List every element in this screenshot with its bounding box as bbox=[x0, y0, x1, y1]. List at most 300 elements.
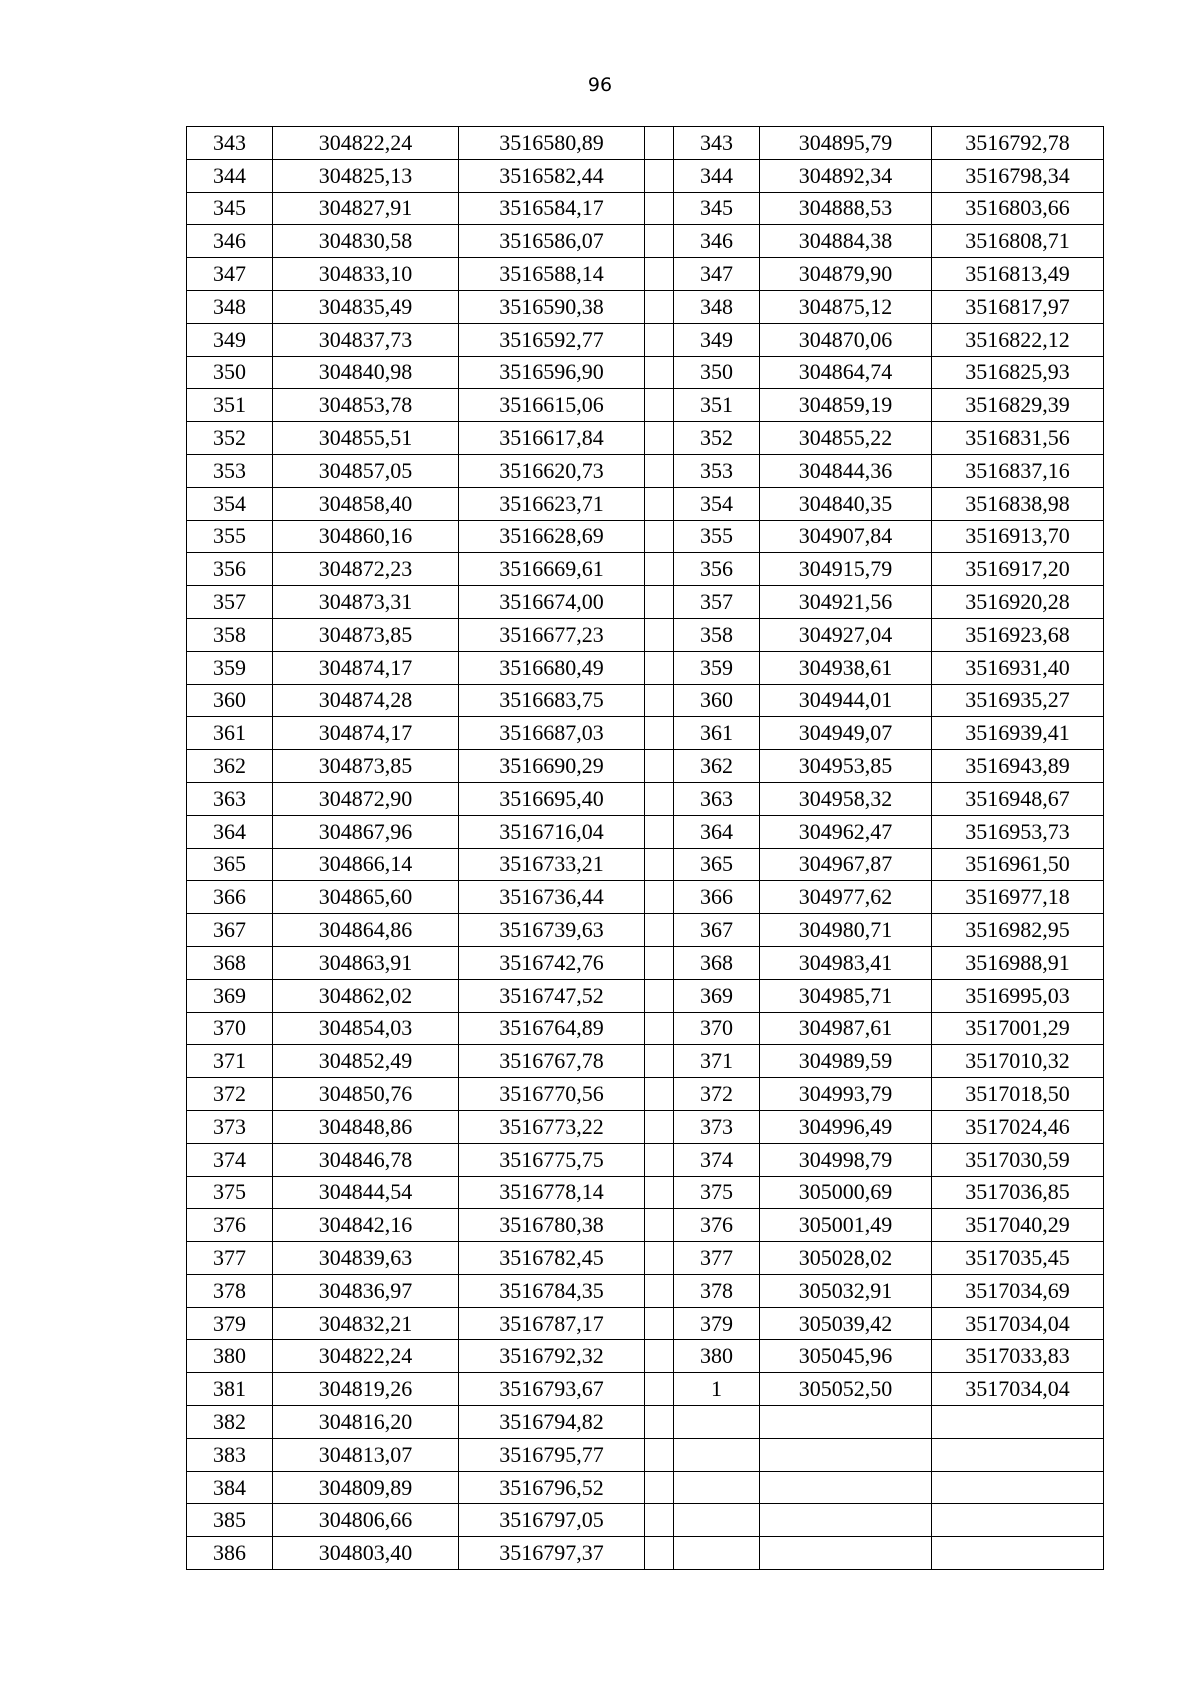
right-y-coordinate-cell: 3516931,40 bbox=[932, 651, 1104, 684]
left-y-coordinate-cell: 3516784,35 bbox=[459, 1274, 645, 1307]
right-point-number-cell bbox=[674, 1504, 760, 1537]
table-row bbox=[187, 586, 1104, 619]
right-point-number-cell: 372 bbox=[674, 1078, 760, 1111]
left-point-number-cell: 386 bbox=[187, 1537, 273, 1570]
right-y-coordinate-cell: 3516817,97 bbox=[932, 290, 1104, 323]
left-y-coordinate-cell: 3516623,71 bbox=[459, 487, 645, 520]
table-row bbox=[187, 225, 1104, 258]
left-point-number-cell: 382 bbox=[187, 1406, 273, 1439]
left-x-coordinate-cell: 304860,16 bbox=[273, 520, 459, 553]
separator-cell bbox=[645, 1242, 674, 1275]
left-point-number-cell: 366 bbox=[187, 881, 273, 914]
right-x-coordinate-cell: 304996,49 bbox=[760, 1110, 932, 1143]
table-row bbox=[187, 422, 1104, 455]
right-point-number-cell: 362 bbox=[674, 750, 760, 783]
right-y-coordinate-cell bbox=[932, 1504, 1104, 1537]
right-x-coordinate-cell: 305052,50 bbox=[760, 1373, 932, 1406]
separator-cell bbox=[645, 684, 674, 717]
right-point-number-cell: 350 bbox=[674, 356, 760, 389]
right-y-coordinate-cell: 3516939,41 bbox=[932, 717, 1104, 750]
left-point-number-cell: 351 bbox=[187, 389, 273, 422]
left-x-coordinate-cell: 304867,96 bbox=[273, 815, 459, 848]
left-x-coordinate-cell: 304830,58 bbox=[273, 225, 459, 258]
separator-cell bbox=[645, 1471, 674, 1504]
left-y-coordinate-cell: 3516792,32 bbox=[459, 1340, 645, 1373]
left-point-number-cell: 345 bbox=[187, 192, 273, 225]
right-x-coordinate-cell: 304977,62 bbox=[760, 881, 932, 914]
left-y-coordinate-cell: 3516742,76 bbox=[459, 946, 645, 979]
left-point-number-cell: 348 bbox=[187, 290, 273, 323]
left-x-coordinate-cell: 304844,54 bbox=[273, 1176, 459, 1209]
right-y-coordinate-cell: 3516948,67 bbox=[932, 782, 1104, 815]
right-y-coordinate-cell: 3516831,56 bbox=[932, 422, 1104, 455]
right-y-coordinate-cell: 3516943,89 bbox=[932, 750, 1104, 783]
right-point-number-cell: 1 bbox=[674, 1373, 760, 1406]
left-point-number-cell: 352 bbox=[187, 422, 273, 455]
left-y-coordinate-cell: 3516628,69 bbox=[459, 520, 645, 553]
right-point-number-cell bbox=[674, 1438, 760, 1471]
left-x-coordinate-cell: 304840,98 bbox=[273, 356, 459, 389]
left-y-coordinate-cell: 3516797,05 bbox=[459, 1504, 645, 1537]
left-y-coordinate-cell: 3516739,63 bbox=[459, 914, 645, 947]
left-y-coordinate-cell: 3516588,14 bbox=[459, 258, 645, 291]
left-y-coordinate-cell: 3516793,67 bbox=[459, 1373, 645, 1406]
left-y-coordinate-cell: 3516797,37 bbox=[459, 1537, 645, 1570]
left-y-coordinate-cell: 3516617,84 bbox=[459, 422, 645, 455]
separator-cell bbox=[645, 1143, 674, 1176]
right-x-coordinate-cell: 304987,61 bbox=[760, 1012, 932, 1045]
left-point-number-cell: 343 bbox=[187, 127, 273, 160]
separator-cell bbox=[645, 782, 674, 815]
separator-cell bbox=[645, 1504, 674, 1537]
right-y-coordinate-cell: 3516953,73 bbox=[932, 815, 1104, 848]
separator-cell bbox=[645, 258, 674, 291]
right-y-coordinate-cell: 3517034,04 bbox=[932, 1307, 1104, 1340]
right-point-number-cell: 368 bbox=[674, 946, 760, 979]
separator-cell bbox=[645, 1373, 674, 1406]
left-x-coordinate-cell: 304873,85 bbox=[273, 750, 459, 783]
left-x-coordinate-cell: 304874,17 bbox=[273, 651, 459, 684]
left-y-coordinate-cell: 3516764,89 bbox=[459, 1012, 645, 1045]
left-y-coordinate-cell: 3516582,44 bbox=[459, 159, 645, 192]
right-point-number-cell: 364 bbox=[674, 815, 760, 848]
right-point-number-cell: 354 bbox=[674, 487, 760, 520]
left-y-coordinate-cell: 3516778,14 bbox=[459, 1176, 645, 1209]
table-row bbox=[187, 1012, 1104, 1045]
left-x-coordinate-cell: 304825,13 bbox=[273, 159, 459, 192]
left-point-number-cell: 370 bbox=[187, 1012, 273, 1045]
left-point-number-cell: 356 bbox=[187, 553, 273, 586]
left-point-number-cell: 372 bbox=[187, 1078, 273, 1111]
left-y-coordinate-cell: 3516690,29 bbox=[459, 750, 645, 783]
separator-cell bbox=[645, 750, 674, 783]
left-x-coordinate-cell: 304852,49 bbox=[273, 1045, 459, 1078]
left-point-number-cell: 358 bbox=[187, 618, 273, 651]
right-point-number-cell bbox=[674, 1406, 760, 1439]
separator-cell bbox=[645, 717, 674, 750]
right-y-coordinate-cell: 3516977,18 bbox=[932, 881, 1104, 914]
table-row bbox=[187, 1110, 1104, 1143]
table-row bbox=[187, 651, 1104, 684]
table-row bbox=[187, 684, 1104, 717]
separator-cell bbox=[645, 946, 674, 979]
page-number: 96 bbox=[587, 74, 613, 96]
right-y-coordinate-cell bbox=[932, 1471, 1104, 1504]
left-y-coordinate-cell: 3516683,75 bbox=[459, 684, 645, 717]
right-x-coordinate-cell: 304884,38 bbox=[760, 225, 932, 258]
right-y-coordinate-cell: 3516961,50 bbox=[932, 848, 1104, 881]
right-x-coordinate-cell: 304915,79 bbox=[760, 553, 932, 586]
table-row bbox=[187, 192, 1104, 225]
right-point-number-cell: 369 bbox=[674, 979, 760, 1012]
right-point-number-cell: 360 bbox=[674, 684, 760, 717]
right-point-number-cell: 352 bbox=[674, 422, 760, 455]
right-y-coordinate-cell: 3516982,95 bbox=[932, 914, 1104, 947]
right-y-coordinate-cell: 3517036,85 bbox=[932, 1176, 1104, 1209]
left-x-coordinate-cell: 304872,90 bbox=[273, 782, 459, 815]
right-point-number-cell: 375 bbox=[674, 1176, 760, 1209]
right-y-coordinate-cell: 3516808,71 bbox=[932, 225, 1104, 258]
right-y-coordinate-cell: 3516803,66 bbox=[932, 192, 1104, 225]
separator-cell bbox=[645, 1340, 674, 1373]
left-point-number-cell: 359 bbox=[187, 651, 273, 684]
left-x-coordinate-cell: 304833,10 bbox=[273, 258, 459, 291]
separator-cell bbox=[645, 1176, 674, 1209]
right-point-number-cell: 377 bbox=[674, 1242, 760, 1275]
left-y-coordinate-cell: 3516596,90 bbox=[459, 356, 645, 389]
separator-cell bbox=[645, 389, 674, 422]
left-point-number-cell: 383 bbox=[187, 1438, 273, 1471]
separator-cell bbox=[645, 618, 674, 651]
right-x-coordinate-cell: 305000,69 bbox=[760, 1176, 932, 1209]
right-x-coordinate-cell: 304895,79 bbox=[760, 127, 932, 160]
left-x-coordinate-cell: 304822,24 bbox=[273, 1340, 459, 1373]
right-y-coordinate-cell: 3516792,78 bbox=[932, 127, 1104, 160]
coordinates-table bbox=[186, 126, 1104, 1570]
left-y-coordinate-cell: 3516586,07 bbox=[459, 225, 645, 258]
left-point-number-cell: 373 bbox=[187, 1110, 273, 1143]
right-point-number-cell: 355 bbox=[674, 520, 760, 553]
left-x-coordinate-cell: 304839,63 bbox=[273, 1242, 459, 1275]
left-x-coordinate-cell: 304865,60 bbox=[273, 881, 459, 914]
left-y-coordinate-cell: 3516780,38 bbox=[459, 1209, 645, 1242]
right-x-coordinate-cell: 304855,22 bbox=[760, 422, 932, 455]
table-row bbox=[187, 914, 1104, 947]
right-x-coordinate-cell: 305045,96 bbox=[760, 1340, 932, 1373]
right-x-coordinate-cell: 305039,42 bbox=[760, 1307, 932, 1340]
left-x-coordinate-cell: 304874,28 bbox=[273, 684, 459, 717]
right-point-number-cell: 373 bbox=[674, 1110, 760, 1143]
right-y-coordinate-cell: 3516838,98 bbox=[932, 487, 1104, 520]
right-x-coordinate-cell: 305001,49 bbox=[760, 1209, 932, 1242]
separator-cell bbox=[645, 520, 674, 553]
right-y-coordinate-cell: 3517010,32 bbox=[932, 1045, 1104, 1078]
left-y-coordinate-cell: 3516615,06 bbox=[459, 389, 645, 422]
separator-cell bbox=[645, 1438, 674, 1471]
table-row bbox=[187, 159, 1104, 192]
right-x-coordinate-cell: 304864,74 bbox=[760, 356, 932, 389]
left-x-coordinate-cell: 304873,31 bbox=[273, 586, 459, 619]
separator-cell bbox=[645, 914, 674, 947]
table-row bbox=[187, 323, 1104, 356]
left-x-coordinate-cell: 304819,26 bbox=[273, 1373, 459, 1406]
separator-cell bbox=[645, 192, 674, 225]
left-y-coordinate-cell: 3516677,23 bbox=[459, 618, 645, 651]
table-row bbox=[187, 389, 1104, 422]
left-x-coordinate-cell: 304874,17 bbox=[273, 717, 459, 750]
left-point-number-cell: 354 bbox=[187, 487, 273, 520]
left-x-coordinate-cell: 304872,23 bbox=[273, 553, 459, 586]
right-x-coordinate-cell: 304944,01 bbox=[760, 684, 932, 717]
table-row bbox=[187, 1406, 1104, 1439]
left-y-coordinate-cell: 3516770,56 bbox=[459, 1078, 645, 1111]
left-point-number-cell: 357 bbox=[187, 586, 273, 619]
left-y-coordinate-cell: 3516669,61 bbox=[459, 553, 645, 586]
right-x-coordinate-cell: 304983,41 bbox=[760, 946, 932, 979]
separator-cell bbox=[645, 1045, 674, 1078]
right-x-coordinate-cell: 304989,59 bbox=[760, 1045, 932, 1078]
right-point-number-cell: 345 bbox=[674, 192, 760, 225]
right-x-coordinate-cell: 304985,71 bbox=[760, 979, 932, 1012]
left-x-coordinate-cell: 304809,89 bbox=[273, 1471, 459, 1504]
left-y-coordinate-cell: 3516680,49 bbox=[459, 651, 645, 684]
right-y-coordinate-cell: 3516829,39 bbox=[932, 389, 1104, 422]
right-y-coordinate-cell: 3517024,46 bbox=[932, 1110, 1104, 1143]
right-point-number-cell: 344 bbox=[674, 159, 760, 192]
left-point-number-cell: 376 bbox=[187, 1209, 273, 1242]
separator-cell bbox=[645, 586, 674, 619]
left-y-coordinate-cell: 3516584,17 bbox=[459, 192, 645, 225]
right-y-coordinate-cell: 3517018,50 bbox=[932, 1078, 1104, 1111]
left-x-coordinate-cell: 304854,03 bbox=[273, 1012, 459, 1045]
left-point-number-cell: 355 bbox=[187, 520, 273, 553]
left-point-number-cell: 371 bbox=[187, 1045, 273, 1078]
right-y-coordinate-cell: 3516822,12 bbox=[932, 323, 1104, 356]
right-point-number-cell: 343 bbox=[674, 127, 760, 160]
right-y-coordinate-cell: 3516917,20 bbox=[932, 553, 1104, 586]
right-y-coordinate-cell: 3516913,70 bbox=[932, 520, 1104, 553]
separator-cell bbox=[645, 881, 674, 914]
separator-cell bbox=[645, 454, 674, 487]
separator-cell bbox=[645, 356, 674, 389]
right-y-coordinate-cell: 3516920,28 bbox=[932, 586, 1104, 619]
left-y-coordinate-cell: 3516695,40 bbox=[459, 782, 645, 815]
table-row bbox=[187, 881, 1104, 914]
left-point-number-cell: 375 bbox=[187, 1176, 273, 1209]
left-y-coordinate-cell: 3516674,00 bbox=[459, 586, 645, 619]
table-row bbox=[187, 1045, 1104, 1078]
right-point-number-cell: 358 bbox=[674, 618, 760, 651]
right-y-coordinate-cell: 3517034,04 bbox=[932, 1373, 1104, 1406]
left-y-coordinate-cell: 3516590,38 bbox=[459, 290, 645, 323]
separator-cell bbox=[645, 159, 674, 192]
table-row bbox=[187, 258, 1104, 291]
right-y-coordinate-cell: 3516798,34 bbox=[932, 159, 1104, 192]
left-point-number-cell: 380 bbox=[187, 1340, 273, 1373]
left-x-coordinate-cell: 304858,40 bbox=[273, 487, 459, 520]
left-x-coordinate-cell: 304832,21 bbox=[273, 1307, 459, 1340]
table-row bbox=[187, 946, 1104, 979]
separator-cell bbox=[645, 323, 674, 356]
left-point-number-cell: 381 bbox=[187, 1373, 273, 1406]
left-point-number-cell: 377 bbox=[187, 1242, 273, 1275]
right-x-coordinate-cell: 304840,35 bbox=[760, 487, 932, 520]
right-x-coordinate-cell bbox=[760, 1471, 932, 1504]
right-x-coordinate-cell: 304962,47 bbox=[760, 815, 932, 848]
right-y-coordinate-cell: 3517033,83 bbox=[932, 1340, 1104, 1373]
right-point-number-cell: 353 bbox=[674, 454, 760, 487]
right-x-coordinate-cell: 304993,79 bbox=[760, 1078, 932, 1111]
separator-cell bbox=[645, 290, 674, 323]
right-x-coordinate-cell: 304953,85 bbox=[760, 750, 932, 783]
left-x-coordinate-cell: 304836,97 bbox=[273, 1274, 459, 1307]
right-point-number-cell: 379 bbox=[674, 1307, 760, 1340]
left-point-number-cell: 344 bbox=[187, 159, 273, 192]
table-row bbox=[187, 848, 1104, 881]
left-point-number-cell: 374 bbox=[187, 1143, 273, 1176]
table-row bbox=[187, 1143, 1104, 1176]
left-point-number-cell: 361 bbox=[187, 717, 273, 750]
right-x-coordinate-cell: 304921,56 bbox=[760, 586, 932, 619]
separator-cell bbox=[645, 815, 674, 848]
left-point-number-cell: 349 bbox=[187, 323, 273, 356]
left-x-coordinate-cell: 304827,91 bbox=[273, 192, 459, 225]
separator-cell bbox=[645, 1406, 674, 1439]
right-x-coordinate-cell: 304967,87 bbox=[760, 848, 932, 881]
separator-cell bbox=[645, 979, 674, 1012]
right-x-coordinate-cell: 304844,36 bbox=[760, 454, 932, 487]
right-point-number-cell: 346 bbox=[674, 225, 760, 258]
left-point-number-cell: 378 bbox=[187, 1274, 273, 1307]
left-x-coordinate-cell: 304822,24 bbox=[273, 127, 459, 160]
table-row bbox=[187, 618, 1104, 651]
right-x-coordinate-cell bbox=[760, 1406, 932, 1439]
right-x-coordinate-cell: 304907,84 bbox=[760, 520, 932, 553]
right-x-coordinate-cell bbox=[760, 1504, 932, 1537]
right-x-coordinate-cell: 305028,02 bbox=[760, 1242, 932, 1275]
right-x-coordinate-cell: 304927,04 bbox=[760, 618, 932, 651]
left-x-coordinate-cell: 304850,76 bbox=[273, 1078, 459, 1111]
right-y-coordinate-cell bbox=[932, 1406, 1104, 1439]
table-row bbox=[187, 1078, 1104, 1111]
table-row bbox=[187, 1176, 1104, 1209]
left-x-coordinate-cell: 304863,91 bbox=[273, 946, 459, 979]
table-row bbox=[187, 1307, 1104, 1340]
coordinates-table-body bbox=[187, 127, 1104, 1570]
table-row bbox=[187, 717, 1104, 750]
separator-cell bbox=[645, 487, 674, 520]
right-point-number-cell: 361 bbox=[674, 717, 760, 750]
right-x-coordinate-cell: 304949,07 bbox=[760, 717, 932, 750]
right-y-coordinate-cell: 3516837,16 bbox=[932, 454, 1104, 487]
left-x-coordinate-cell: 304857,05 bbox=[273, 454, 459, 487]
right-point-number-cell: 356 bbox=[674, 553, 760, 586]
right-point-number-cell: 349 bbox=[674, 323, 760, 356]
left-point-number-cell: 379 bbox=[187, 1307, 273, 1340]
right-point-number-cell: 370 bbox=[674, 1012, 760, 1045]
right-x-coordinate-cell: 304938,61 bbox=[760, 651, 932, 684]
right-x-coordinate-cell: 304870,06 bbox=[760, 323, 932, 356]
right-point-number-cell: 380 bbox=[674, 1340, 760, 1373]
right-point-number-cell: 359 bbox=[674, 651, 760, 684]
left-point-number-cell: 362 bbox=[187, 750, 273, 783]
left-y-coordinate-cell: 3516736,44 bbox=[459, 881, 645, 914]
separator-cell bbox=[645, 1307, 674, 1340]
table-row bbox=[187, 1471, 1104, 1504]
right-x-coordinate-cell: 304888,53 bbox=[760, 192, 932, 225]
table-row bbox=[187, 1373, 1104, 1406]
right-point-number-cell: 374 bbox=[674, 1143, 760, 1176]
table-row bbox=[187, 1242, 1104, 1275]
left-y-coordinate-cell: 3516580,89 bbox=[459, 127, 645, 160]
right-x-coordinate-cell: 304998,79 bbox=[760, 1143, 932, 1176]
table-row bbox=[187, 1209, 1104, 1242]
left-y-coordinate-cell: 3516747,52 bbox=[459, 979, 645, 1012]
table-row bbox=[187, 1537, 1104, 1570]
right-x-coordinate-cell: 304980,71 bbox=[760, 914, 932, 947]
table-row bbox=[187, 356, 1104, 389]
left-x-coordinate-cell: 304816,20 bbox=[273, 1406, 459, 1439]
table-row bbox=[187, 979, 1104, 1012]
right-y-coordinate-cell: 3517040,29 bbox=[932, 1209, 1104, 1242]
left-point-number-cell: 360 bbox=[187, 684, 273, 717]
left-x-coordinate-cell: 304835,49 bbox=[273, 290, 459, 323]
right-x-coordinate-cell: 304892,34 bbox=[760, 159, 932, 192]
separator-cell bbox=[645, 1078, 674, 1111]
right-y-coordinate-cell: 3517030,59 bbox=[932, 1143, 1104, 1176]
left-y-coordinate-cell: 3516796,52 bbox=[459, 1471, 645, 1504]
right-y-coordinate-cell: 3516813,49 bbox=[932, 258, 1104, 291]
right-y-coordinate-cell: 3516935,27 bbox=[932, 684, 1104, 717]
right-x-coordinate-cell: 305032,91 bbox=[760, 1274, 932, 1307]
separator-cell bbox=[645, 1012, 674, 1045]
right-point-number-cell: 351 bbox=[674, 389, 760, 422]
separator-cell bbox=[645, 1274, 674, 1307]
right-x-coordinate-cell bbox=[760, 1537, 932, 1570]
table-row bbox=[187, 1438, 1104, 1471]
separator-cell bbox=[645, 1537, 674, 1570]
table-row bbox=[187, 487, 1104, 520]
left-x-coordinate-cell: 304842,16 bbox=[273, 1209, 459, 1242]
right-y-coordinate-cell: 3517034,69 bbox=[932, 1274, 1104, 1307]
left-y-coordinate-cell: 3516775,75 bbox=[459, 1143, 645, 1176]
left-x-coordinate-cell: 304853,78 bbox=[273, 389, 459, 422]
table-row bbox=[187, 750, 1104, 783]
left-point-number-cell: 364 bbox=[187, 815, 273, 848]
left-point-number-cell: 384 bbox=[187, 1471, 273, 1504]
right-point-number-cell: 363 bbox=[674, 782, 760, 815]
right-y-coordinate-cell: 3516988,91 bbox=[932, 946, 1104, 979]
table-row bbox=[187, 553, 1104, 586]
left-point-number-cell: 363 bbox=[187, 782, 273, 815]
table-row bbox=[187, 1504, 1104, 1537]
left-y-coordinate-cell: 3516592,77 bbox=[459, 323, 645, 356]
table-row bbox=[187, 782, 1104, 815]
left-x-coordinate-cell: 304813,07 bbox=[273, 1438, 459, 1471]
left-point-number-cell: 368 bbox=[187, 946, 273, 979]
separator-cell bbox=[645, 651, 674, 684]
right-point-number-cell: 376 bbox=[674, 1209, 760, 1242]
table-row bbox=[187, 454, 1104, 487]
left-y-coordinate-cell: 3516733,21 bbox=[459, 848, 645, 881]
left-x-coordinate-cell: 304806,66 bbox=[273, 1504, 459, 1537]
table-row bbox=[187, 127, 1104, 160]
left-y-coordinate-cell: 3516795,77 bbox=[459, 1438, 645, 1471]
right-point-number-cell: 378 bbox=[674, 1274, 760, 1307]
separator-cell bbox=[645, 1110, 674, 1143]
right-point-number-cell: 347 bbox=[674, 258, 760, 291]
left-point-number-cell: 350 bbox=[187, 356, 273, 389]
